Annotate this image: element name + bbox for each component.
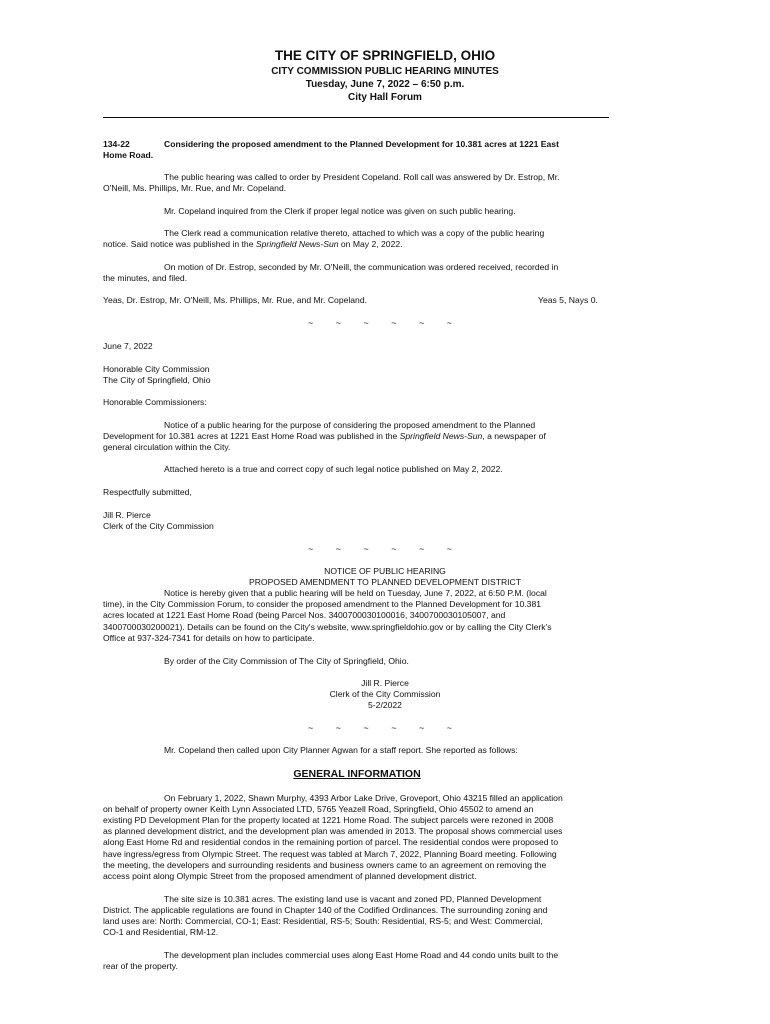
general-info-p1-line-1: On February 1, 2022, Shawn Murphy, 4393 Arbor Lake Drive, Groveport, Ohio 43215 filled an application [164,793,563,803]
section-ornament: ~ ~ ~ ~ ~ ~ [307,544,463,554]
document-subtitle: CITY COMMISSION PUBLIC HEARING MINUTES [271,66,499,77]
vote-names: Yeas, Dr. Estrop, Mr. O'Neill, Ms. Phillips, Mr. Rue, and Mr. Copeland. [103,295,368,305]
general-info-p1-line-4: as planned development district, and the development plan was amended in 2013. The proposal shows commercial uses [103,826,563,836]
general-info-p2-line-1: The site size is 10.381 acres. The existing land use is vacant and zoned PD, Planned Development [164,894,542,904]
document-title: THE CITY OF SPRINGFIELD, OHIO [274,48,496,63]
letter-body-1: Notice of a public hearing for the purpose of considering the proposed amendment to the Planned [164,420,536,430]
letter-body-1-end: general circulation within the City. [103,442,231,452]
item-title-continued: Home Road. [103,150,154,160]
general-info-p2-line-3: land uses are: North: Commercial, CO-1; East: Residential, RS-5; South: Residential, RS-5; and West: Commercial, [103,916,543,926]
section-heading-general-information: GENERAL INFORMATION [293,768,421,780]
general-info-p2-line-2: District. The applicable regulations are found in Chapter 140 of the Codified Ordinances. The surrounding zoning and [103,905,548,915]
general-info-p1-line-6: have ingress/egress from Olympic Street. The request was tabled at March 7, 2022, Planning Board meeting. Following [103,849,557,859]
minutes-paragraph-4-continued: the minutes, and filed. [103,273,188,283]
notice-heading: NOTICE OF PUBLIC HEARING [324,566,446,576]
minutes-paragraph-1-continued: O'Neill, Ms. Phillips, Mr. Rue, and Mr. Copeland. [103,183,287,193]
minutes-paragraph-3-continued: notice. Said notice was published in the Springfield News-Sun on May 2, 2022. [103,239,403,249]
minutes-paragraph-4: On motion of Dr. Estrop, seconded by Mr. O'Neill, the communication was ordered received, recorded in [164,262,559,272]
vote-tally: Yeas 5, Nays 0. [538,295,598,305]
notice-text-line-3: acres located at 1221 East Home Road (being Parcel Nos. 340070003010001​6, 340070003010500​7, and [103,610,506,620]
notice-text-line-4: 340070003020002​1). Details can be found on the City's website, www.springfieldohio.gov or by calling the City Clerk's [103,622,552,632]
general-info-p3-line-1: The development plan includes commercial uses along East Home Road and 44 condo units built to the [164,950,559,960]
general-info-p1-line-2: on behalf of property owner Keith Lynn Associated LTD, 5765 Yeazell Road, Springfield, Ohio 45502 to amend an [103,804,534,814]
letter-date: June 7, 2022 [103,341,153,351]
general-info-p1-line-7: the meeting, the developers and surrounding residents and business owners came to an agreement on removing the [103,860,547,870]
letter-signer: Jill R. Pierce [103,510,151,520]
minutes-paragraph-2: Mr. Copeland inquired from the Clerk if proper legal notice was given on such public hearing. [164,206,516,216]
general-info-p1-line-5: along East Home Rd and residential condos in the remaining portion of parcel. The residential condos were proposed to [103,837,559,847]
meeting-location: City Hall Forum [348,92,422,103]
letter-closing: Respectfully submitted, [103,487,192,497]
notice-text: Notice is hereby given that a public hearing will be held on Tuesday, June 7, 2022, at 6:50 P.M. (local [164,588,547,598]
general-info-p2-line-4: CO-1 and Residential, RM-12. [103,927,219,937]
notice-subheading: PROPOSED AMENDMENT TO PLANNED DEVELOPMENT DISTRICT [248,577,522,587]
notice-text-line-5: Office at 937-324-7341 for details on how to participate. [103,633,315,643]
item-title: Considering the proposed amendment to the Planned Development for 10.381 acres at 1221 East [164,139,559,149]
notice-order: By order of the City Commission of The City of Springfield, Ohio. [164,656,409,666]
minutes-paragraph-1: The public hearing was called to order by President Copeland. Roll call was answered by Dr. Estrop, Mr. [164,172,560,182]
notice-text-line-2: time), in the City Commission Forum, to consider the proposed amendment to the Planned Development for 10.381 [103,599,542,609]
general-info-p3-line-2: rear of the property. [103,961,178,971]
general-info-p1-line-8: access point along Olympic Street from the proposed amendment of planned development district. [103,871,477,881]
letter-salutation: Honorable Commissioners: [103,397,207,407]
letter-addressee-line-2: The City of Springfield, Ohio [103,375,211,385]
letter-addressee: Honorable City Commission [103,364,210,374]
section-ornament: ~ ~ ~ ~ ~ ~ [307,318,463,328]
notice-signer: Jill R. Pierce [361,678,409,688]
minutes-paragraph-3: The Clerk read a communication relative thereto, attached to which was a copy of the public hearing [164,228,545,238]
letter-signer-title: Clerk of the City Commission [103,521,214,531]
general-info-p1-line-3: existing PD Development Plan for the property located at 1221 Home Road. The subject parcels were rezoned in 2008 [103,815,554,825]
letter-body-2: Attached hereto is a true and correct copy of such legal notice published on May 2, 2022. [164,464,503,474]
notice-date: 5-2/2022 [368,700,402,710]
letter-body-1-continued: Development for 10.381 acres at 1221 East Home Road was published in the Springfield News-Sun, a newspaper of [103,431,546,441]
section-ornament: ~ ~ ~ ~ ~ ~ [307,723,463,733]
item-number: 134-22 [103,139,130,149]
header-divider [103,117,609,118]
staff-report-intro: Mr. Copeland then called upon City Planner Agwan for a staff report. She reported as follows: [164,745,518,755]
notice-signer-title: Clerk of the City Commission [329,689,441,699]
meeting-date-time: Tuesday, June 7, 2022 – 6:50 p.m. [305,79,465,90]
